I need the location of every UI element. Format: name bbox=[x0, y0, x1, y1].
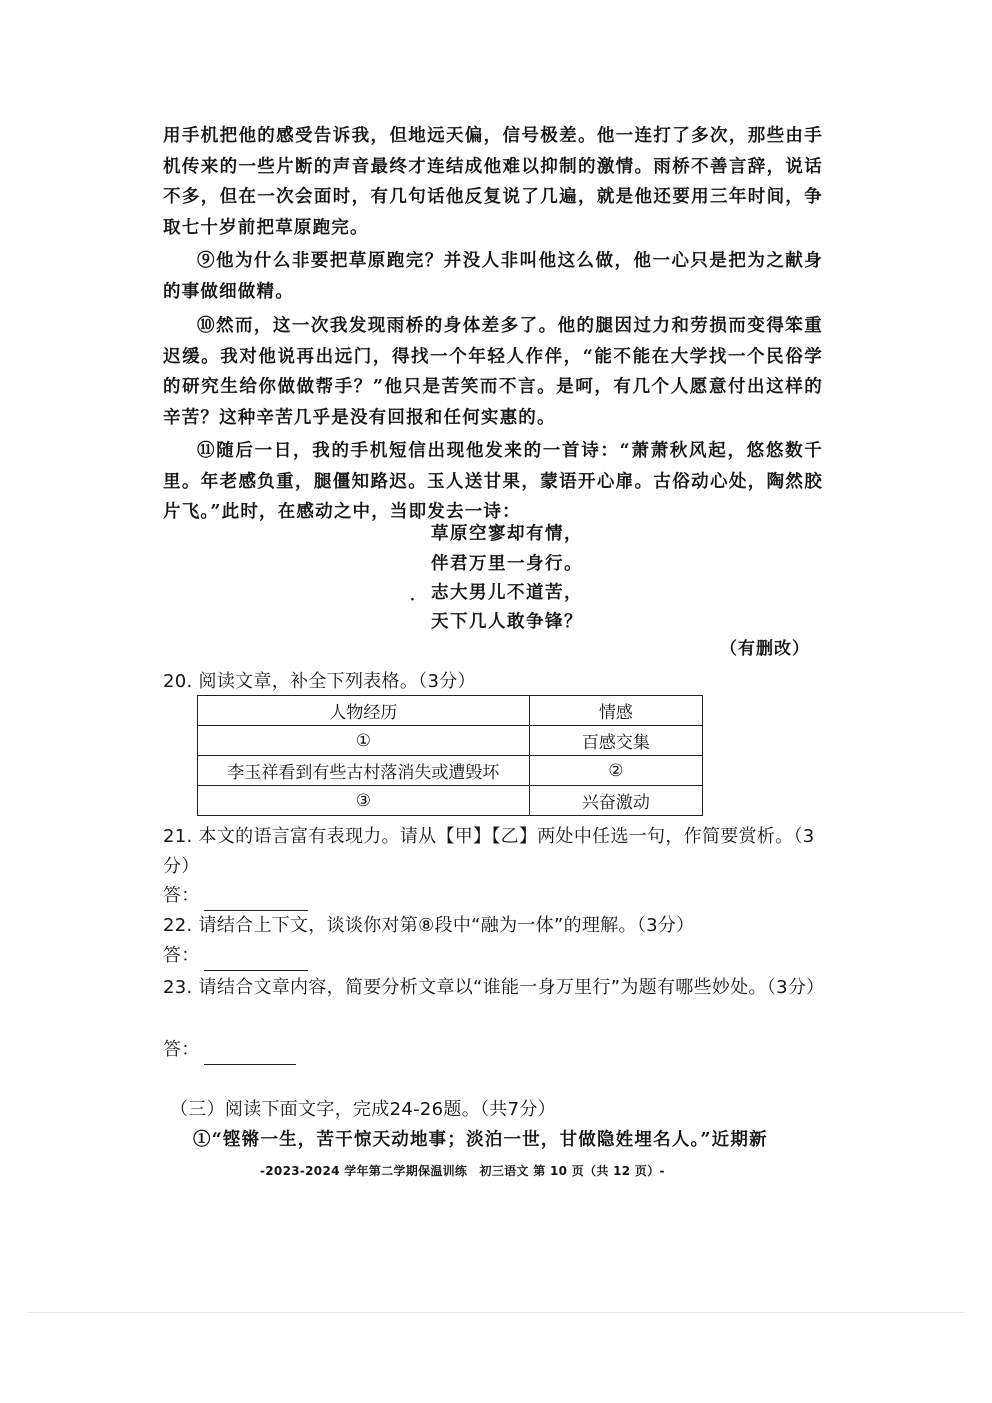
answer-21 bbox=[163, 881, 823, 911]
article-paragraph-9: ⑨他为什么非要把草原跑完？并没人非叫他这么做，他一心只是把为之献身的事做细做精。 bbox=[163, 251, 823, 302]
section-3-paragraph-1: ①“铿锵一生，苦干惊天动地事；淡泊一世，甘做隐姓埋名人。”近期新 bbox=[193, 1130, 768, 1150]
answer-blank[interactable] bbox=[204, 890, 308, 911]
table-header-row bbox=[198, 696, 703, 726]
section-3-heading: （三）阅读下面文字，完成24-26题。（共7分） bbox=[170, 1099, 556, 1120]
table-cell: ③ bbox=[198, 786, 530, 816]
question-22: 22. 请结合上下文，谈谈你对第⑧段中“融为一体”的理解。（3分） bbox=[163, 915, 695, 936]
table-row bbox=[198, 726, 703, 756]
source-note: （有删改） bbox=[720, 639, 810, 659]
question-20: 20. 阅读文章，补全下列表格。（3分） bbox=[163, 671, 476, 692]
poem-line-2: 伴君万里一身行。 bbox=[431, 554, 583, 574]
poem-dot-mark: · bbox=[410, 592, 415, 608]
answer-label: 答： bbox=[163, 945, 200, 966]
poem-line-1: 草原空寥却有情， bbox=[431, 524, 583, 544]
answer-23 bbox=[163, 1035, 823, 1065]
answer-label: 答： bbox=[163, 1039, 200, 1060]
table-header-emotion: 情感 bbox=[529, 696, 702, 726]
answer-label: 答： bbox=[163, 885, 200, 906]
page-edge-divider bbox=[28, 1312, 964, 1313]
answer-22 bbox=[163, 941, 823, 971]
table-cell: ① bbox=[198, 726, 530, 756]
article-paragraph-11: ⑪随后一日，我的手机短信出现他发来的一首诗：“萧萧秋风起，悠悠数千里。年老感负重，腿僵知路迟。玉人送甘果，蒙语开心扉。古俗动心处，陶然胶片飞。”此时，在感动之中，当即发去一诗： bbox=[163, 441, 823, 522]
table-cell: ② bbox=[529, 756, 702, 786]
table-cell: 李玉祥看到有些古村落消失或遭毁坏 bbox=[198, 756, 530, 786]
article-paragraph-10: ⑩然而，这一次我发现雨桥的身体差多了。他的腿因过力和劳损而变得笨重迟缓。我对他说再出远门，得找一个年轻人作伴，“能不能在大学找一个民俗学的研究生给你做做帮手？”他只是苦笑而不言。是呵，有几个人愿意付出这样的辛苦？这种辛苦几乎是没有回报和任何实惠的。 bbox=[163, 316, 823, 428]
table-header-experience: 人物经历 bbox=[198, 696, 530, 726]
table-cell: 百感交集 bbox=[529, 726, 702, 756]
poem-line-3: 志大男儿不道苦， bbox=[431, 583, 583, 603]
table-row bbox=[198, 786, 703, 816]
poem-line-4: 天下几人敢争锋？ bbox=[431, 612, 583, 632]
question-23: 23. 请结合文章内容，简要分析文章以“谁能一身万里行”为题有哪些妙处。（3分） bbox=[163, 977, 825, 998]
page-footer: -2023-2024 学年第二学期保温训练 初三语文 第 10 页（共 12 页）- bbox=[260, 1164, 665, 1178]
table-cell: 兴奋激动 bbox=[529, 786, 702, 816]
experience-emotion-table bbox=[197, 695, 703, 816]
question-21: 21. 本文的语言富有表现力。请从【甲】【乙】两处中任选一句，作简要赏析。（3分） bbox=[163, 826, 815, 877]
answer-blank[interactable] bbox=[204, 1044, 296, 1065]
table-row bbox=[198, 756, 703, 786]
answer-blank[interactable] bbox=[204, 950, 308, 971]
article-paragraph-continued: 用手机把他的感受告诉我，但地远天偏，信号极差。他一连打了多次，那些由手机传来的一些片断的声音最终才连结成他难以抑制的激情。雨桥不善言辞，说话不多，但在一次会面时，有几句话他反复说了几遍，就是他还要用三年时间，争取七十岁前把草原跑完。 bbox=[163, 126, 823, 238]
